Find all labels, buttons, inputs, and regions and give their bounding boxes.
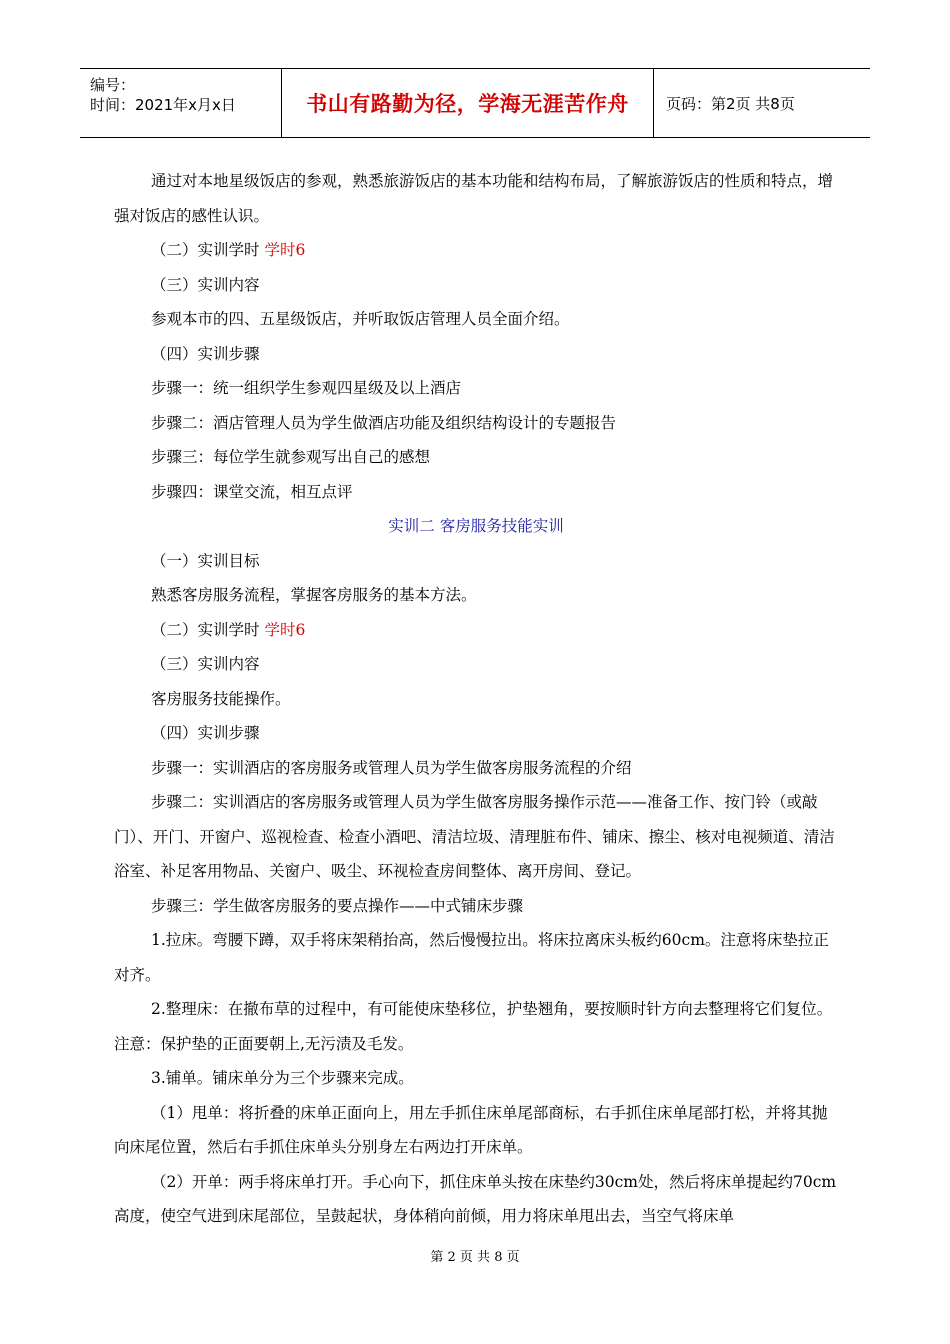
header-meta bbox=[80, 69, 282, 137]
page-header bbox=[80, 68, 870, 138]
s2-goal-label: （一）实训目标 bbox=[151, 551, 260, 570]
s1-content: 参观本市的四、五星级饭店，并听取饭店管理人员全面介绍。 bbox=[151, 310, 570, 328]
s2-step-1: 步骤一：实训酒店的客房服务或管理人员为学生做客房服务流程的介绍 bbox=[151, 758, 632, 777]
s2-content: 客房服务技能操作。 bbox=[151, 689, 291, 708]
bed-step-3-1: （1）甩单：将折叠的床单正面向上，用左手抓住床单尾部商标，右手抓住床单尾部打松，并将其抛向床尾位置，然后右手抓住床单头分别身左右两边打开床单。 bbox=[114, 1103, 828, 1156]
s1-step-2: 步骤二：酒店管理人员为学生做酒店功能及组织结构设计的专题报告 bbox=[151, 413, 617, 432]
s1-step-4: 步骤四：课堂交流，相互点评 bbox=[151, 482, 353, 501]
s2-hours-line bbox=[114, 613, 838, 648]
document-body bbox=[114, 164, 838, 1234]
bed-step-2: 2.整理床：在撤布草的过程中，有可能使床垫移位，护垫翘角，要按顺时针方向去整理将它们复位。注意：保护垫的正面要朝上,无污渍及毛发。 bbox=[114, 1000, 833, 1053]
s1-content-label: （三）实训内容 bbox=[151, 275, 260, 294]
page-footer: 第 2 页 共 8 页 bbox=[430, 1250, 520, 1265]
s1-hours-value: 学时6 bbox=[264, 241, 306, 259]
s1-hours-line bbox=[114, 233, 838, 268]
s1-steps-label: （四）实训步骤 bbox=[151, 344, 260, 363]
bed-step-1: 1.拉床。弯腰下蹲，双手将床架稍抬高，然后慢慢拉出。将床拉离床头板约60cm。注意将床垫拉正对齐。 bbox=[114, 931, 829, 984]
s2-step-2: 步骤二：实训酒店的客房服务或管理人员为学生做客房服务操作示范——准备工作、按门铃（或敲门）、开门、开窗户、巡视检查、检查小酒吧、清洁垃圾、清理脏布件、铺床、擦尘、核对电视频道、清洁浴室、补足客用物品、关窗户、吸尘、环视检查房间整体、离开房间、登记。 bbox=[114, 793, 835, 880]
header-motto: 书山有路勤为径，学海无涯苦作舟 bbox=[282, 69, 654, 137]
section-2-title: 实训二 客房服务技能实训 bbox=[388, 517, 564, 535]
date-label: 时间：2021年x月x日 bbox=[90, 96, 236, 114]
bed-step-3-2: （2）开单：两手将床单打开。手心向下，抓住床单头按在床垫约30cm处，然后将床单提起约70cm高度，使空气进到床尾部位，呈鼓起状，身体稍向前倾，用力将床单甩出去，当空气将床单 bbox=[114, 1172, 837, 1225]
s2-hours-label: （二）实训学时 bbox=[151, 620, 260, 639]
s1-hours-label: （二）实训学时 bbox=[151, 241, 260, 259]
bed-step-3: 3.铺单。铺床单分为三个步骤来完成。 bbox=[151, 1069, 414, 1087]
serial-label: 编号： bbox=[90, 76, 136, 94]
s2-goal: 熟悉客房服务流程，掌握客房服务的基本方法。 bbox=[151, 586, 477, 604]
s2-steps-label: （四）实训步骤 bbox=[151, 724, 260, 742]
intro-paragraph: 通过对本地星级饭店的参观，熟悉旅游饭店的基本功能和结构布局，了解旅游饭店的性质和特点，增强对饭店的感性认识。 bbox=[114, 172, 834, 225]
s1-step-1: 步骤一：统一组织学生参观四星级及以上酒店 bbox=[151, 379, 462, 397]
s1-step-3: 步骤三：每位学生就参观写出自己的感想 bbox=[151, 448, 431, 466]
s2-content-label: （三）实训内容 bbox=[151, 655, 260, 673]
header-page-info: 页码：第2页 共8页 bbox=[666, 94, 795, 113]
s2-step-3: 步骤三：学生做客房服务的要点操作——中式铺床步骤 bbox=[151, 896, 524, 915]
s2-hours-value: 学时6 bbox=[264, 620, 306, 639]
